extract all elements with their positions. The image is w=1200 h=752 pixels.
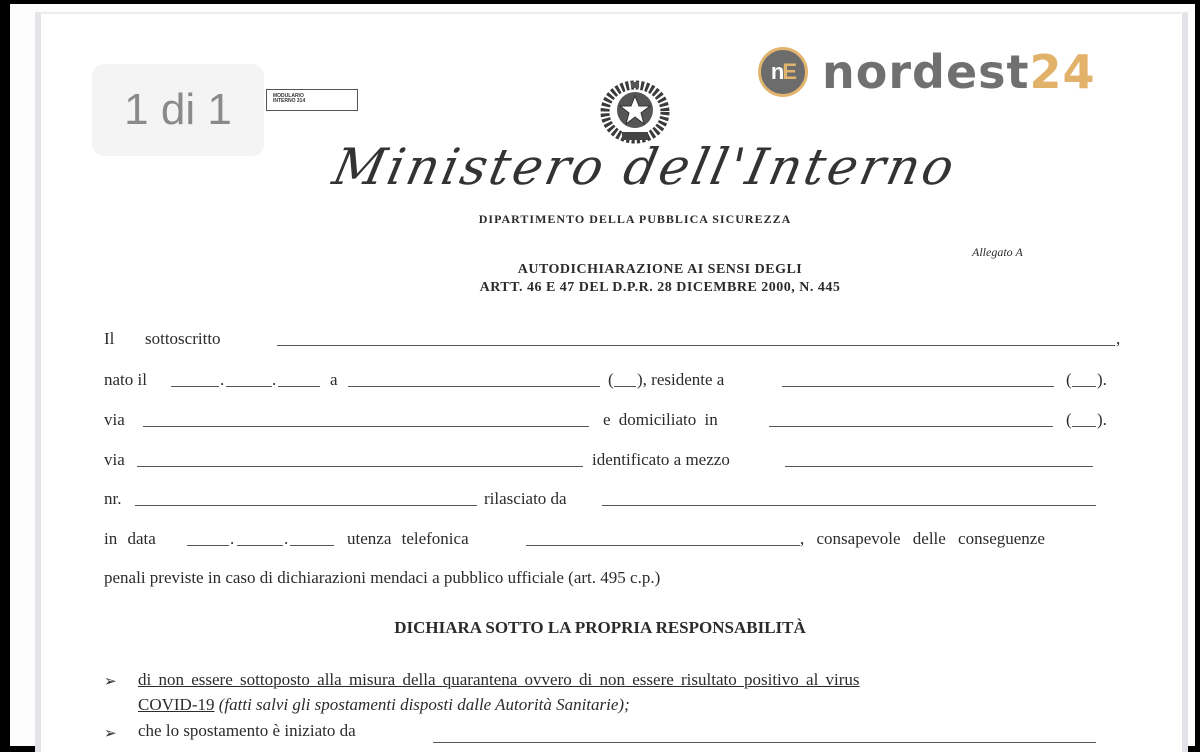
- field-birth-place[interactable]: [348, 369, 600, 387]
- field-issue-day[interactable]: [187, 528, 229, 546]
- form-title-line-1: AUTODICHIARAZIONE AI SENSI DEGLI: [517, 262, 803, 277]
- italian-emblem-icon: [598, 80, 672, 146]
- label-nato-il: nato il: [104, 370, 147, 389]
- logo-text-gold: 24: [1029, 45, 1096, 99]
- form-row-penalties: penali previste in caso di dichiarazioni mendaci a pubblico ufficiale (art. 495 c.p.): [104, 568, 661, 587]
- paren-open: (: [1066, 370, 1072, 389]
- declaration-trip-start: che lo spostamento è iniziato da: [138, 721, 356, 740]
- field-trip-start[interactable]: [433, 725, 1096, 743]
- form-code-stamp: [266, 89, 358, 111]
- field-phone[interactable]: [526, 528, 800, 546]
- field-birth-month[interactable]: [226, 369, 272, 387]
- date-separator: .: [220, 370, 225, 389]
- form-row-issue-date-phone: [0, 528, 1200, 550]
- ministry-title: Ministero dell'Interno: [327, 138, 963, 196]
- declaration-quarantine-line1: di non essere sottoposto alla misura della quarantena ovvero di non essere risultato positivo al virus: [138, 670, 860, 689]
- field-residence-street[interactable]: [143, 409, 589, 427]
- label-nr: nr.: [104, 489, 122, 508]
- form-row-domicile-street: [0, 449, 1200, 471]
- form-row-address: [0, 409, 1200, 431]
- label-rilasciato-da: rilasciato da: [484, 489, 567, 508]
- paren-open: (: [608, 370, 614, 389]
- field-issued-by[interactable]: [602, 488, 1096, 506]
- field-domicile-street[interactable]: [137, 449, 583, 467]
- paren-close: ).: [1097, 370, 1107, 389]
- field-birth-day[interactable]: [171, 369, 219, 387]
- covid-19-label: COVID-19: [138, 695, 215, 714]
- logo-mark-icon: [758, 47, 808, 97]
- stamp-line-1: MODULARIO: [273, 93, 304, 99]
- form-row-document-number: [0, 488, 1200, 510]
- paren-close: ).: [1097, 410, 1107, 429]
- date-separator: .: [272, 370, 277, 389]
- logo-text: [822, 45, 1096, 99]
- label-sottoscritto: sottoscritto: [145, 329, 221, 348]
- date-separator: .: [230, 529, 235, 548]
- comma: ,: [1116, 329, 1121, 348]
- date-separator: .: [284, 529, 289, 548]
- label-in-data: in data: [104, 529, 156, 548]
- stamp-line-2: INTERNO 314: [273, 98, 306, 104]
- department-name: DIPARTIMENTO DELLA PUBBLICA SICUREZZA: [478, 212, 792, 226]
- arrow-bullet-icon: ➢: [104, 674, 117, 690]
- label-domiciliato-in: e domiciliato in: [603, 410, 718, 429]
- attachment-label: Allegato A: [972, 245, 1023, 259]
- arrow-bullet-icon: ➢: [104, 726, 117, 742]
- field-sottoscritto[interactable]: [277, 328, 1115, 346]
- label-via: via: [104, 410, 125, 429]
- field-domicile-city[interactable]: [769, 409, 1053, 427]
- declaration-quarantine-line2: [138, 695, 630, 715]
- logo-mark-e: E: [782, 59, 796, 84]
- field-issue-year[interactable]: [290, 528, 334, 546]
- nordest24-logo: [758, 46, 1096, 98]
- label-utenza-telefonica: utenza telefonica: [347, 529, 469, 548]
- field-birth-year[interactable]: [278, 369, 320, 387]
- field-domicile-province[interactable]: [1072, 409, 1096, 427]
- label-identificato-a-mezzo: identificato a mezzo: [592, 450, 730, 469]
- logo-mark-n: n: [770, 59, 783, 84]
- paren-open: (: [1066, 410, 1072, 429]
- declaration-heading: DICHIARA SOTTO LA PROPRIA RESPONSABILITÀ: [394, 618, 806, 637]
- field-issue-month[interactable]: [237, 528, 283, 546]
- form-row-name: [0, 328, 1200, 350]
- label-residente-a: ), residente a: [637, 370, 725, 389]
- label-consapevole: , consapevole delle conseguenze: [800, 529, 1045, 548]
- page-counter: 1 di 1: [92, 64, 264, 156]
- form-row-birth: [0, 369, 1200, 391]
- form-title-line-2: ARTT. 46 E 47 DEL D.P.R. 28 DICEMBRE 2000, N. 445: [479, 280, 841, 295]
- field-document-number[interactable]: [135, 488, 477, 506]
- health-authority-note: (fatti salvi gli spostamenti disposti dalle Autorità Sanitarie);: [214, 695, 630, 714]
- label-via: via: [104, 450, 125, 469]
- field-residence-province[interactable]: [1072, 369, 1096, 387]
- label-a: a: [330, 370, 338, 389]
- logo-text-grey: nordest: [822, 45, 1030, 99]
- field-identity-document[interactable]: [785, 449, 1093, 467]
- label-il: Il: [104, 329, 115, 348]
- field-birth-province[interactable]: [614, 369, 636, 387]
- field-residence-city[interactable]: [782, 369, 1054, 387]
